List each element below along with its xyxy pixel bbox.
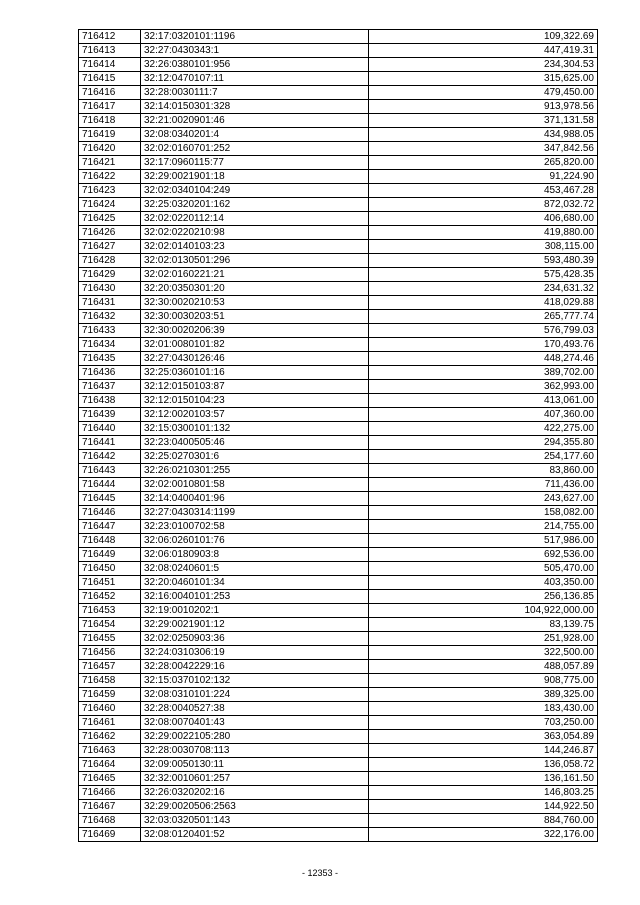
cadastral-number-cell: 32:27:0430343:1 [141,44,369,58]
row-number-cell: 716443 [79,464,141,478]
cadastral-value-cell: 488,057.89 [369,660,598,674]
cadastral-number-cell: 32:29:0021901:12 [141,618,369,632]
cadastral-value-cell: 256,136.85 [369,590,598,604]
cadastral-number-cell: 32:21:0020901:46 [141,114,369,128]
cadastral-value-cell: 575,428.35 [369,268,598,282]
table-row [79,212,598,226]
cadastral-value-cell: 517,986.00 [369,534,598,548]
table-row [79,44,598,58]
table-row [79,730,598,744]
table-row [79,422,598,436]
row-number-cell: 716466 [79,786,141,800]
row-number-cell: 716416 [79,86,141,100]
cadastral-number-cell: 32:27:0430314:1199 [141,506,369,520]
table-row [79,338,598,352]
row-number-cell: 716424 [79,198,141,212]
cadastral-number-cell: 32:28:0030708:113 [141,744,369,758]
cadastral-number-cell: 32:02:0220112:14 [141,212,369,226]
cadastral-number-cell: 32:03:0320501:143 [141,814,369,828]
cadastral-value-cell: 479,450.00 [369,86,598,100]
cadastral-number-cell: 32:27:0430126:46 [141,352,369,366]
row-number-cell: 716465 [79,772,141,786]
cadastral-value-cell: 422,275.00 [369,422,598,436]
cadastral-value-cell: 413,061.00 [369,394,598,408]
row-number-cell: 716469 [79,828,141,842]
cadastral-number-cell: 32:02:0160701:252 [141,142,369,156]
cadastral-value-cell: 91,224.90 [369,170,598,184]
table-row [79,240,598,254]
cadastral-number-cell: 32:28:0030111:7 [141,86,369,100]
table-row [79,142,598,156]
row-number-cell: 716422 [79,170,141,184]
row-number-cell: 716459 [79,688,141,702]
cadastral-number-cell: 32:32:0010601:257 [141,772,369,786]
page-number: - 12353 - [301,868,339,878]
table-row [79,464,598,478]
cadastral-value-cell: 692,536.00 [369,548,598,562]
cadastral-number-cell: 32:06:0180903:8 [141,548,369,562]
table-row [79,744,598,758]
cadastral-value-cell: 308,115.00 [369,240,598,254]
cadastral-number-cell: 32:12:0150104:23 [141,394,369,408]
table-row [79,226,598,240]
row-number-cell: 716436 [79,366,141,380]
cadastral-number-cell: 32:26:0380101:956 [141,58,369,72]
cadastral-number-cell: 32:02:0340104:249 [141,184,369,198]
cadastral-value-cell: 908,775.00 [369,674,598,688]
cadastral-value-cell: 136,058.72 [369,758,598,772]
cadastral-number-cell: 32:14:0400401:96 [141,492,369,506]
table-row [79,114,598,128]
table-row [79,646,598,660]
table-row [79,30,598,44]
cadastral-number-cell: 32:30:0020206:39 [141,324,369,338]
cadastral-number-cell: 32:30:0030203:51 [141,310,369,324]
table-row [79,268,598,282]
cadastral-value-cell: 254,177.60 [369,450,598,464]
table-row [79,198,598,212]
row-number-cell: 716452 [79,590,141,604]
row-number-cell: 716419 [79,128,141,142]
cadastral-value-cell: 109,322.69 [369,30,598,44]
cadastral-value-cell: 389,325.00 [369,688,598,702]
row-number-cell: 716413 [79,44,141,58]
row-number-cell: 716428 [79,254,141,268]
table-row [79,394,598,408]
table-row [79,562,598,576]
table-row [79,828,598,842]
cadastral-number-cell: 32:28:0042229:16 [141,660,369,674]
cadastral-value-cell: 363,054.89 [369,730,598,744]
cadastral-number-cell: 32:28:0040527:38 [141,702,369,716]
row-number-cell: 716458 [79,674,141,688]
cadastral-value-cell: 406,680.00 [369,212,598,226]
cadastral-value-cell: 243,627.00 [369,492,598,506]
row-number-cell: 716437 [79,380,141,394]
row-number-cell: 716418 [79,114,141,128]
cadastral-value-cell: 322,176.00 [369,828,598,842]
cadastral-number-cell: 32:14:0150301:328 [141,100,369,114]
cadastral-value-cell: 214,755.00 [369,520,598,534]
table-row [79,408,598,422]
table-row [79,170,598,184]
cadastral-value-cell: 83,860.00 [369,464,598,478]
row-number-cell: 716448 [79,534,141,548]
cadastral-value-cell: 251,928.00 [369,632,598,646]
table-row [79,436,598,450]
table-row [79,814,598,828]
row-number-cell: 716453 [79,604,141,618]
row-number-cell: 716450 [79,562,141,576]
cadastral-value-cell: 362,993.00 [369,380,598,394]
table-row [79,450,598,464]
row-number-cell: 716444 [79,478,141,492]
cadastral-number-cell: 32:23:0400505:46 [141,436,369,450]
row-number-cell: 716457 [79,660,141,674]
cadastral-value-cell: 265,820.00 [369,156,598,170]
cadastral-number-cell: 32:06:0260101:76 [141,534,369,548]
row-number-cell: 716412 [79,30,141,44]
table-row [79,310,598,324]
table-row [79,520,598,534]
cadastral-number-cell: 32:17:0960115:77 [141,156,369,170]
cadastral-number-cell: 32:19:0010202:1 [141,604,369,618]
cadastral-value-cell: 884,760.00 [369,814,598,828]
row-number-cell: 716417 [79,100,141,114]
row-number-cell: 716467 [79,800,141,814]
cadastral-number-cell: 32:12:0150103:87 [141,380,369,394]
cadastral-number-cell: 32:15:0300101:132 [141,422,369,436]
table-row [79,534,598,548]
cadastral-value-cell: 315,625.00 [369,72,598,86]
cadastral-number-cell: 32:17:0320101:1196 [141,30,369,44]
cadastral-number-cell: 32:12:0470107:11 [141,72,369,86]
cadastral-number-cell: 32:02:0220210:98 [141,226,369,240]
cadastral-number-cell: 32:29:0021901:18 [141,170,369,184]
row-number-cell: 716440 [79,422,141,436]
table-row [79,492,598,506]
cadastral-value-cell: 576,799.03 [369,324,598,338]
cadastral-value-cell: 294,355.80 [369,436,598,450]
cadastral-number-cell: 32:08:0310101:224 [141,688,369,702]
row-number-cell: 716446 [79,506,141,520]
row-number-cell: 716425 [79,212,141,226]
cadastral-value-cell: 265,777.74 [369,310,598,324]
cadastral-number-cell: 32:02:0130501:296 [141,254,369,268]
cadastral-number-cell: 32:02:0010801:58 [141,478,369,492]
cadastral-number-cell: 32:01:0080101:82 [141,338,369,352]
cadastral-value-cell: 234,631.32 [369,282,598,296]
row-number-cell: 716441 [79,436,141,450]
cadastral-value-cell: 447,419.31 [369,44,598,58]
table-row [79,58,598,72]
row-number-cell: 716433 [79,324,141,338]
cadastral-number-cell: 32:25:0270301:6 [141,450,369,464]
cadastral-number-cell: 32:02:0140103:23 [141,240,369,254]
cadastral-value-cell: 407,360.00 [369,408,598,422]
table-row [79,618,598,632]
table-row [79,352,598,366]
cadastral-number-cell: 32:26:0320202:16 [141,786,369,800]
table-row [79,380,598,394]
row-number-cell: 716426 [79,226,141,240]
table-row [79,772,598,786]
row-number-cell: 716464 [79,758,141,772]
row-number-cell: 716439 [79,408,141,422]
table-row [79,72,598,86]
cadastral-value-cell: 347,842.56 [369,142,598,156]
table-row [79,800,598,814]
row-number-cell: 716462 [79,730,141,744]
row-number-cell: 716455 [79,632,141,646]
row-number-cell: 716423 [79,184,141,198]
table-row [79,660,598,674]
table-row [79,576,598,590]
row-number-cell: 716435 [79,352,141,366]
row-number-cell: 716434 [79,338,141,352]
row-number-cell: 716430 [79,282,141,296]
cadastral-value-cell: 144,922.50 [369,800,598,814]
cadastral-number-cell: 32:29:0020506:2563 [141,800,369,814]
table-row [79,590,598,604]
row-number-cell: 716431 [79,296,141,310]
cadastral-value-cell: 136,161.50 [369,772,598,786]
row-number-cell: 716456 [79,646,141,660]
table-row [79,632,598,646]
table-row [79,688,598,702]
cadastral-value-cell: 183,430.00 [369,702,598,716]
table-row [79,366,598,380]
cadastral-value-cell: 505,470.00 [369,562,598,576]
row-number-cell: 716460 [79,702,141,716]
table-row [79,296,598,310]
cadastral-value-cell: 418,029.88 [369,296,598,310]
cadastral-value-cell: 711,436.00 [369,478,598,492]
row-number-cell: 716427 [79,240,141,254]
cadastral-value-cell: 144,246.87 [369,744,598,758]
cadastral-value-cell: 371,131.58 [369,114,598,128]
table-row [79,254,598,268]
table-row [79,716,598,730]
cadastral-value-cell: 872,032.72 [369,198,598,212]
row-number-cell: 716429 [79,268,141,282]
table-row [79,604,598,618]
cadastral-value-cell: 403,350.00 [369,576,598,590]
cadastral-number-cell: 32:26:0210301:255 [141,464,369,478]
row-number-cell: 716461 [79,716,141,730]
table-row [79,758,598,772]
table-row [79,674,598,688]
cadastral-number-cell: 32:24:0310306:19 [141,646,369,660]
cadastral-value-cell: 448,274.46 [369,352,598,366]
table-row [79,282,598,296]
table-row [79,702,598,716]
cadastral-value-table [78,29,598,842]
table-row [79,478,598,492]
cadastral-value-cell: 322,500.00 [369,646,598,660]
cadastral-number-cell: 32:02:0160221:21 [141,268,369,282]
table-row [79,506,598,520]
cadastral-number-cell: 32:12:0020103:57 [141,408,369,422]
cadastral-value-cell: 434,988.05 [369,128,598,142]
cadastral-value-cell: 170,493.76 [369,338,598,352]
row-number-cell: 716454 [79,618,141,632]
table-row [79,156,598,170]
cadastral-number-cell: 32:23:0100702:58 [141,520,369,534]
cadastral-number-cell: 32:08:0120401:52 [141,828,369,842]
cadastral-number-cell: 32:20:0350301:20 [141,282,369,296]
cadastral-number-cell: 32:25:0320201:162 [141,198,369,212]
cadastral-value-cell: 83,139.75 [369,618,598,632]
row-number-cell: 716420 [79,142,141,156]
cadastral-number-cell: 32:15:0370102:132 [141,674,369,688]
cadastral-value-cell: 104,922,000.00 [369,604,598,618]
cadastral-number-cell: 32:02:0250903:36 [141,632,369,646]
cadastral-number-cell: 32:08:0070401:43 [141,716,369,730]
row-number-cell: 716445 [79,492,141,506]
cadastral-value-cell: 593,480.39 [369,254,598,268]
cadastral-value-cell: 158,082.00 [369,506,598,520]
cadastral-number-cell: 32:20:0460101:34 [141,576,369,590]
cadastral-value-cell: 453,467.28 [369,184,598,198]
cadastral-value-cell: 703,250.00 [369,716,598,730]
cadastral-value-cell: 389,702.00 [369,366,598,380]
table-row [79,86,598,100]
table-row [79,184,598,198]
cadastral-number-cell: 32:08:0340201:4 [141,128,369,142]
cadastral-value-cell: 234,304.53 [369,58,598,72]
row-number-cell: 716468 [79,814,141,828]
row-number-cell: 716442 [79,450,141,464]
cadastral-value-cell: 419,880.00 [369,226,598,240]
cadastral-number-cell: 32:29:0022105:280 [141,730,369,744]
row-number-cell: 716414 [79,58,141,72]
row-number-cell: 716438 [79,394,141,408]
row-number-cell: 716447 [79,520,141,534]
row-number-cell: 716449 [79,548,141,562]
table-row [79,324,598,338]
row-number-cell: 716451 [79,576,141,590]
row-number-cell: 716415 [79,72,141,86]
cadastral-number-cell: 32:30:0020210:53 [141,296,369,310]
table-row [79,100,598,114]
cadastral-number-cell: 32:16:0040101:253 [141,590,369,604]
row-number-cell: 716432 [79,310,141,324]
row-number-cell: 716421 [79,156,141,170]
table-row [79,786,598,800]
cadastral-value-cell: 146,803.25 [369,786,598,800]
table-row [79,548,598,562]
table-body [79,30,598,842]
table-row [79,128,598,142]
cadastral-number-cell: 32:08:0240601:5 [141,562,369,576]
row-number-cell: 716463 [79,744,141,758]
cadastral-number-cell: 32:25:0360101:16 [141,366,369,380]
cadastral-value-cell: 913,978.56 [369,100,598,114]
cadastral-number-cell: 32:09:0050130:11 [141,758,369,772]
